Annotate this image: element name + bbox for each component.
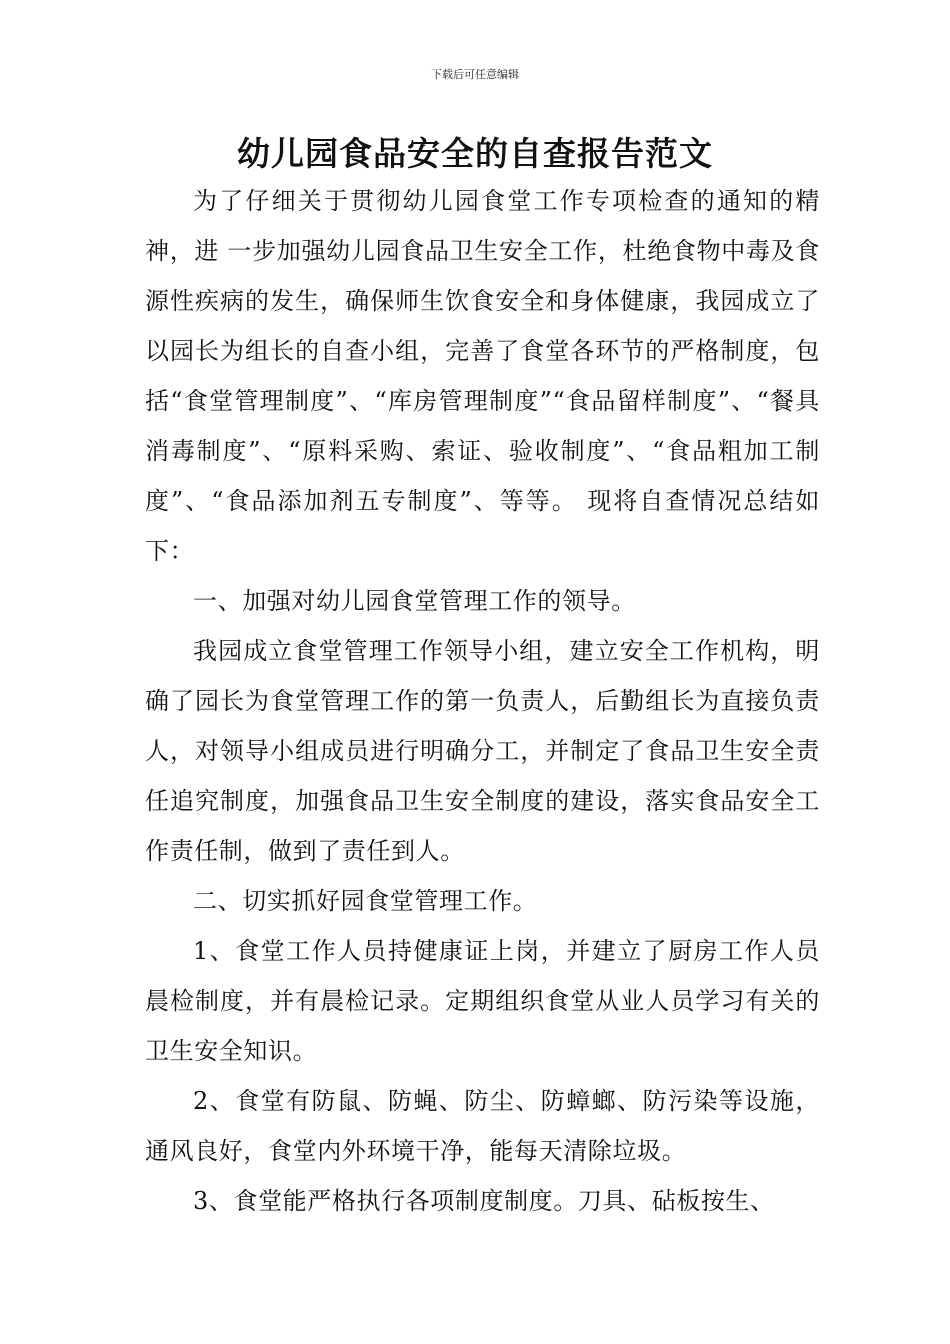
section-heading-2: 二、切实抓好园食堂管理工作。: [193, 887, 538, 915]
paragraph-item-1: 1、食堂工作人员持健康证上岗，并建立了厨房工作人员晨检制度，并有晨检记录。定期组织食堂从业人员学习有关的卫生安全知识。: [145, 937, 820, 1065]
document-title: 幼儿园食品安全的自查报告范文: [237, 134, 713, 173]
section-heading-1: 一、加强对幼儿园食堂管理工作的领导。: [193, 587, 636, 615]
paragraph-intro: 为了仔细关于贯彻幼儿园食堂工作专项检查的通知的精神，进 一步加强幼儿园食品卫生安全工作，杜绝食物中毒及食源性疾病的发生，确保师生饮食安全和身体健康，我园成立了以园长为组长的自查小组，完善了食堂各环节的严格制度，包括“食堂管理制度”、“库房管理制度”“食品留样制度”、“餐具消毒制度”、“原料采购、索证、验收制度”、“食品粗加工制度”、“食品添加剂五专制度”、等等。 现将自查情况总结如下：: [145, 187, 820, 565]
document-body: [145, 176, 820, 1226]
paragraph-item-3: 3、食堂能严格执行各项制度制度。刀具、砧板按生、: [193, 1187, 775, 1215]
paragraph-item-2: 2、食堂有防鼠、防蝇、防尘、防蟑螂、防污染等设施，通风良好，食堂内外环境干净，能每天清除垃圾。: [145, 1087, 820, 1165]
paragraph-section-1: 我园成立食堂管理工作领导小组，建立安全工作机构，明确了园长为食堂管理工作的第一负责人，后勤组长为直接负责人，对领导小组成员进行明确分工，并制定了食品卫生安全责任追究制度，加强食品卫生安全制度的建设，落实食品安全工作责任制，做到了责任到人。: [145, 637, 820, 865]
header-note: 下载后可任意编辑: [431, 68, 519, 81]
